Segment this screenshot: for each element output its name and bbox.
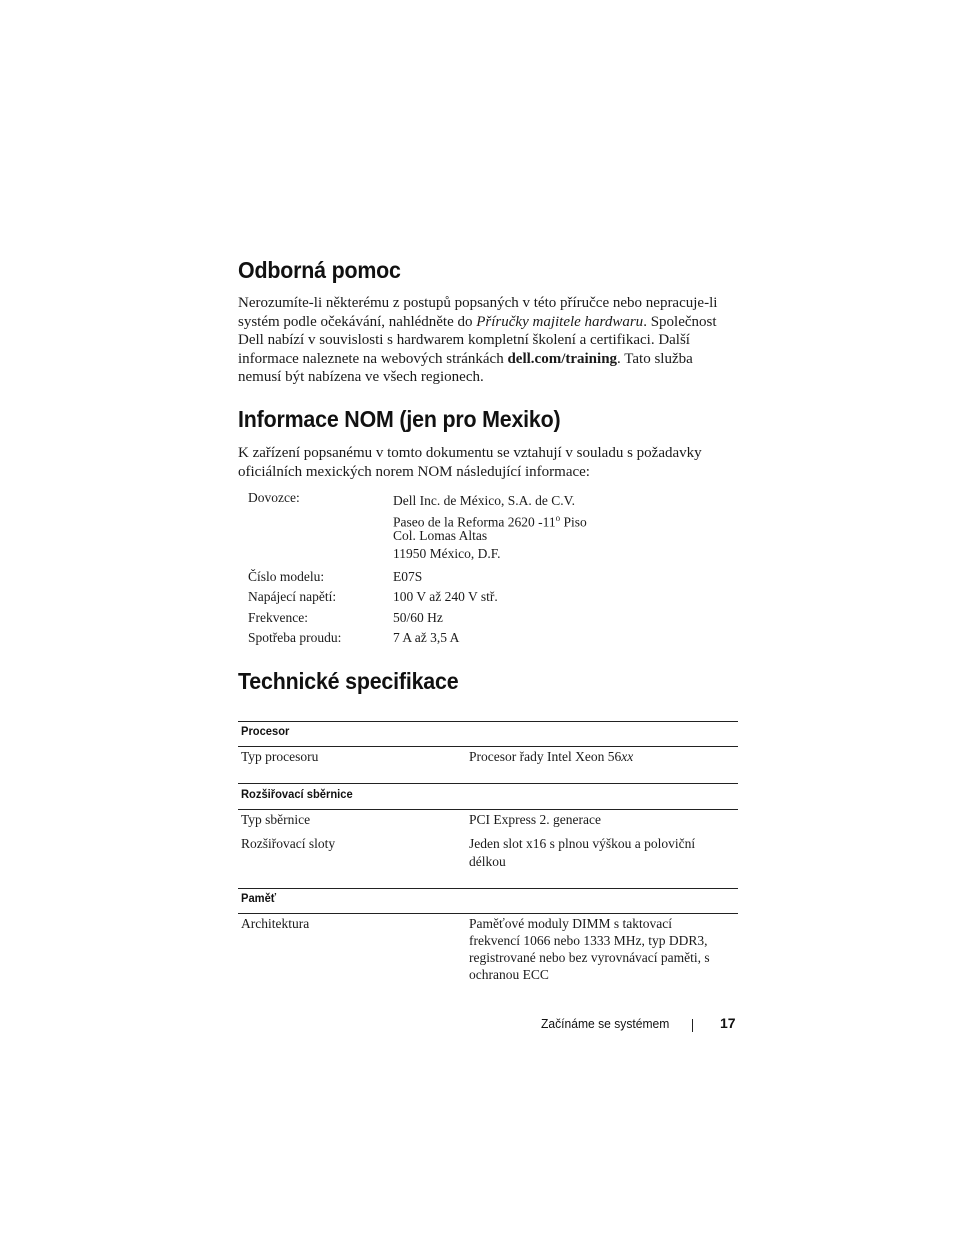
frequency-value: 50/60 Hz xyxy=(393,610,443,625)
processor-series-suffix: xx xyxy=(621,749,634,764)
nom-heading: Informace NOM (jen pro Mexiko) xyxy=(238,406,561,432)
memory-architecture-line-4: ochranou ECC xyxy=(469,967,549,982)
importer-line-4: 11950 México, D.F. xyxy=(393,546,501,561)
current-value: 7 A až 3,5 A xyxy=(393,630,460,645)
importer-address-street: Paseo de la Reforma 2620 -11 xyxy=(393,514,556,530)
table-rule xyxy=(238,746,738,747)
table-rule xyxy=(238,809,738,810)
table-rule xyxy=(238,721,738,722)
help-paragraph xyxy=(238,294,738,387)
voltage-label: Napájecí napětí: xyxy=(248,589,337,604)
bus-type-value: PCI Express 2. generace xyxy=(469,812,601,827)
help-text-2: . Společnost Dell nabízí v souvislosti s hardwarem kompletní školení a certifikaci. Další informace naleznete na webových stránkách xyxy=(238,313,717,367)
voltage-value: 100 V až 240 V stř. xyxy=(393,589,498,604)
current-label: Spotřeba proudu: xyxy=(248,630,342,645)
page-number: 17 xyxy=(720,1015,736,1031)
memory-section-header: Paměť xyxy=(241,891,277,905)
importer-floor-superscript: o xyxy=(555,513,561,523)
help-text-1: Nerozumíte-li některému z postupů popsaných v této příručce nebo nepracuje-li systém podle očekávání, nahlédněte do xyxy=(238,295,718,330)
bus-type-label: Typ sběrnice xyxy=(241,812,311,827)
help-manual-title: Příručky majitele hardwaru xyxy=(476,313,644,330)
processor-type-label: Typ procesoru xyxy=(241,749,319,764)
processor-section-header: Procesor xyxy=(241,724,290,738)
footer-chapter-title: Začínáme se systémem xyxy=(541,1016,670,1031)
table-rule xyxy=(238,783,738,784)
table-rule xyxy=(238,888,738,889)
memory-architecture-line-2: frekvencí 1066 nebo 1333 MHz, typ DDR3, xyxy=(469,933,708,948)
importer-address-floor: Piso xyxy=(560,514,587,530)
expansion-slots-value-line-1: Jeden slot x16 s plnou výškou a poloviční xyxy=(469,836,696,851)
bus-section-header: Rozšiřovací sběrnice xyxy=(241,787,353,801)
training-link[interactable]: dell.com/training xyxy=(507,350,618,367)
frequency-label: Frekvence: xyxy=(248,610,308,625)
expansion-slots-label: Rozšiřovací sloty xyxy=(241,836,336,851)
memory-architecture-label: Architektura xyxy=(241,916,310,931)
processor-type-value xyxy=(469,748,734,766)
model-number-label: Číslo modelu: xyxy=(248,569,325,584)
importer-line-3: Col. Lomas Altas xyxy=(393,528,488,543)
footer-separator xyxy=(692,1019,693,1032)
importer-line-1: Dell Inc. de México, S.A. de C.V. xyxy=(393,493,575,508)
specs-heading: Technické specifikace xyxy=(238,668,459,694)
expansion-slots-value-line-2: délkou xyxy=(469,854,506,869)
help-heading: Odborná pomoc xyxy=(238,257,401,283)
memory-architecture-line-3: registrované nebo bez vyrovnávací paměti, s xyxy=(469,950,710,965)
importer-label: Dovozce: xyxy=(248,490,300,505)
table-rule xyxy=(238,913,738,914)
help-text-3: . Tato služba nemusí být nabízena ve všech regionech. xyxy=(238,350,693,385)
memory-architecture-line-1: Paměťové moduly DIMM s taktovací xyxy=(469,916,672,931)
nom-intro: K zařízení popsanému v tomto dokumentu se vztahují v souladu s požadavky oficiálních mexických norem NOM následující informace: xyxy=(238,445,702,480)
model-number-value: E07S xyxy=(393,569,423,584)
processor-series: Procesor řady Intel Xeon 56 xyxy=(469,749,622,764)
